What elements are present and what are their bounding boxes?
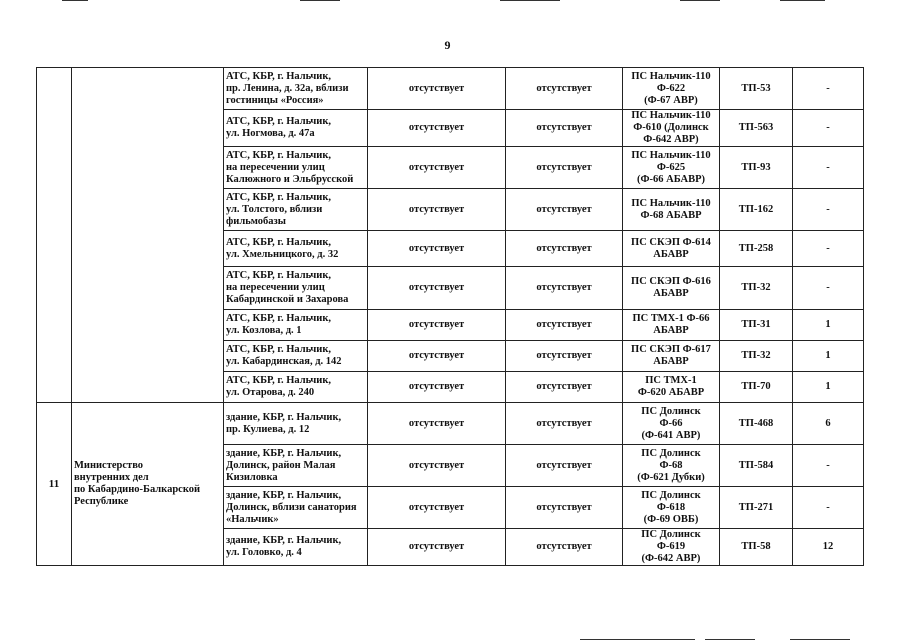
feeder-line: АБАВР [653,248,689,260]
count-cell: 12 [793,529,864,566]
substation-cell: ТП-258 [720,231,793,267]
status-cell: отсутствует [506,372,623,403]
scan-mark [780,0,825,1]
feeder-line: Ф-618 [656,501,686,513]
location-line: АТС, КБР, г. Нальчик, [226,270,332,281]
status-cell: отсутствует [368,68,506,110]
count-cell: 1 [793,341,864,372]
location-line: Долинск, вблизи санатория [226,501,357,513]
feeder-line: Ф-625 [656,161,686,173]
feeder-line: ПС Долинск [641,447,701,459]
feeder-line: (Ф-621 Дубки) [637,471,705,483]
scan-mark [500,0,560,1]
feeder-cell [623,372,720,403]
location-cell [224,310,368,341]
feeder-cell [623,403,720,445]
substation-cell: ТП-93 [720,147,793,189]
status-cell: отсутствует [368,231,506,267]
feeder-line: Ф-642 АВР) [643,134,699,145]
location-cell [224,147,368,189]
location-line: Кабардинской и Захарова [226,294,349,305]
location-line: ул. Отарова, д. 240 [226,387,315,398]
feeder-line: (Ф-67 АВР) [644,94,698,106]
count-cell: 1 [793,372,864,403]
substation-cell: ТП-162 [720,189,793,231]
feeder-line: (Ф-66 АБАВР) [636,173,706,185]
feeder-line: АБАВР [653,288,689,299]
substation-cell: ТП-32 [720,267,793,310]
feeder-line: ПС Долинск [641,489,701,501]
feeder-line: Ф-622 [656,82,686,94]
feeder-cell [623,445,720,487]
status-cell: отсутствует [368,403,506,445]
location-line: гостиницы «Россия» [226,94,324,106]
location-cell [224,403,368,445]
status-cell: отсутствует [368,487,506,529]
row-number-cell: 11 [37,403,72,566]
status-cell: отсутствует [506,529,623,566]
feeder-line: ПС Долинск [641,405,701,417]
substation-cell: ТП-53 [720,68,793,110]
feeder-line: Ф-619 [656,541,686,552]
location-line: Кизиловка [226,471,278,483]
location-cell [224,487,368,529]
organization-name-line: Министерство [74,460,144,471]
location-line: АТС, КБР, г. Нальчик, [226,116,332,127]
location-line: здание, КБР, г. Нальчик, [226,489,342,501]
feeder-line: ПС Нальчик-110 [631,70,711,82]
count-cell: - [793,147,864,189]
organization-name-line: внутренних дел [74,472,149,483]
location-line: АТС, КБР, г. Нальчик, [226,149,332,161]
location-line: пр. Ленина, д. 32а, вблизи [226,82,349,94]
location-line: АТС, КБР, г. Нальчик, [226,236,332,248]
feeder-line: ПС Нальчик-110 [631,197,711,209]
status-cell: отсутствует [368,372,506,403]
location-line: АТС, КБР, г. Нальчик, [226,375,332,386]
feeder-line: (Ф-642 АВР) [641,553,701,564]
feeder-line: Ф-68 АБАВР [640,209,702,221]
status-cell: отсутствует [506,267,623,310]
organization-cell-empty [72,68,224,403]
scan-mark [680,0,720,1]
page-number: 9 [444,38,451,52]
count-cell: - [793,445,864,487]
feeder-line: ПС Нальчик-110 [631,149,711,161]
feeder-line: АБАВР [653,325,689,336]
status-cell: отсутствует [506,189,623,231]
status-cell: отсутствует [368,529,506,566]
status-cell: отсутствует [368,341,506,372]
table-row [37,403,864,445]
location-cell [224,267,368,310]
count-cell: - [793,487,864,529]
location-line: АТС, КБР, г. Нальчик, [226,70,332,82]
substation-cell: ТП-584 [720,445,793,487]
substation-cell: ТП-271 [720,487,793,529]
organization-cell [72,403,224,566]
location-line: «Нальчик» [226,513,279,525]
status-cell: отсутствует [506,445,623,487]
status-cell: отсутствует [368,189,506,231]
location-line: на пересечении улиц [226,161,325,173]
location-cell [224,68,368,110]
scan-mark [300,0,340,1]
location-line: АТС, КБР, г. Нальчик, [226,344,332,355]
status-cell: отсутствует [506,110,623,147]
count-cell: - [793,267,864,310]
substation-cell: ТП-70 [720,372,793,403]
status-cell: отсутствует [368,310,506,341]
feeder-cell [623,189,720,231]
table-row [37,68,864,110]
status-cell: отсутствует [368,147,506,189]
count-cell: 1 [793,310,864,341]
location-line: ул. Головко, д. 4 [226,547,302,558]
organization-name-line: Республике [74,496,129,507]
status-cell: отсутствует [506,487,623,529]
status-cell: отсутствует [506,341,623,372]
count-cell: - [793,68,864,110]
location-line: Долинск, район Малая [226,459,336,471]
row-number-cell-empty [37,68,72,403]
location-line: здание, КБР, г. Нальчик, [226,447,342,459]
feeder-line: АБАВР [653,356,689,367]
feeder-cell [623,487,720,529]
location-cell [224,231,368,267]
status-cell: отсутствует [368,445,506,487]
feeder-cell [623,110,720,147]
document-table [36,67,864,566]
status-cell: отсутствует [368,110,506,147]
substation-cell: ТП-58 [720,529,793,566]
table-body [37,68,864,566]
location-line: АТС, КБР, г. Нальчик, [226,191,332,203]
feeder-line: (Ф-641 АВР) [641,429,701,441]
location-line: ул. Кабардинская, д. 142 [226,356,342,367]
location-line: фильмобазы [226,215,286,227]
feeder-line: ПС СКЭП Ф-614 [631,236,711,248]
organization-name-line: по Кабардино-Балкарской [74,484,201,495]
feeder-cell [623,529,720,566]
location-cell [224,341,368,372]
location-line: на пересечении улиц [226,282,325,293]
count-cell: 6 [793,403,864,445]
feeder-line: ПС Долинск [641,529,701,540]
status-cell: отсутствует [506,147,623,189]
status-cell: отсутствует [368,267,506,310]
location-line: ул. Толстого, вблизи [226,203,323,215]
feeder-cell [623,68,720,110]
feeder-line: Ф-68 [659,459,683,471]
feeder-cell [623,147,720,189]
feeder-line: ПС ТМХ-1 Ф-66 [632,313,710,324]
location-cell [224,110,368,147]
feeder-line: ПС Нальчик-110 [631,110,711,121]
location-line: пр. Кулиева, д. 12 [226,423,310,435]
location-cell [224,372,368,403]
substation-cell: ТП-563 [720,110,793,147]
feeder-cell [623,267,720,310]
feeder-line: ПС ТМХ-1 [645,375,697,386]
location-line: ул. Козлова, д. 1 [226,325,302,336]
count-cell: - [793,110,864,147]
substation-cell: ТП-31 [720,310,793,341]
location-cell [224,189,368,231]
feeder-line: (Ф-69 ОВБ) [643,513,699,525]
count-cell: - [793,231,864,267]
status-cell: отсутствует [506,310,623,341]
status-cell: отсутствует [506,231,623,267]
location-line: Калюжного и Эльбрусской [226,173,354,185]
feeder-line: Ф-66 [659,417,683,429]
count-cell: - [793,189,864,231]
scan-mark [62,0,88,1]
feeder-line: Ф-610 (Долинск [633,122,709,133]
location-line: ул. Хмельницкого, д. 32 [226,248,339,260]
feeder-line: ПС СКЭП Ф-617 [631,344,711,355]
feeder-line: ПС СКЭП Ф-616 [631,276,711,287]
feeder-line: Ф-620 АБАВР [637,387,705,398]
feeder-cell [623,341,720,372]
location-line: АТС, КБР, г. Нальчик, [226,313,332,324]
location-cell [224,445,368,487]
location-line: здание, КБР, г. Нальчик, [226,535,342,546]
status-cell: отсутствует [506,68,623,110]
location-line: здание, КБР, г. Нальчик, [226,411,342,423]
location-cell [224,529,368,566]
substation-cell: ТП-32 [720,341,793,372]
feeder-cell [623,310,720,341]
status-cell: отсутствует [506,403,623,445]
feeder-cell [623,231,720,267]
location-line: ул. Ногмова, д. 47а [226,128,315,139]
substation-cell: ТП-468 [720,403,793,445]
